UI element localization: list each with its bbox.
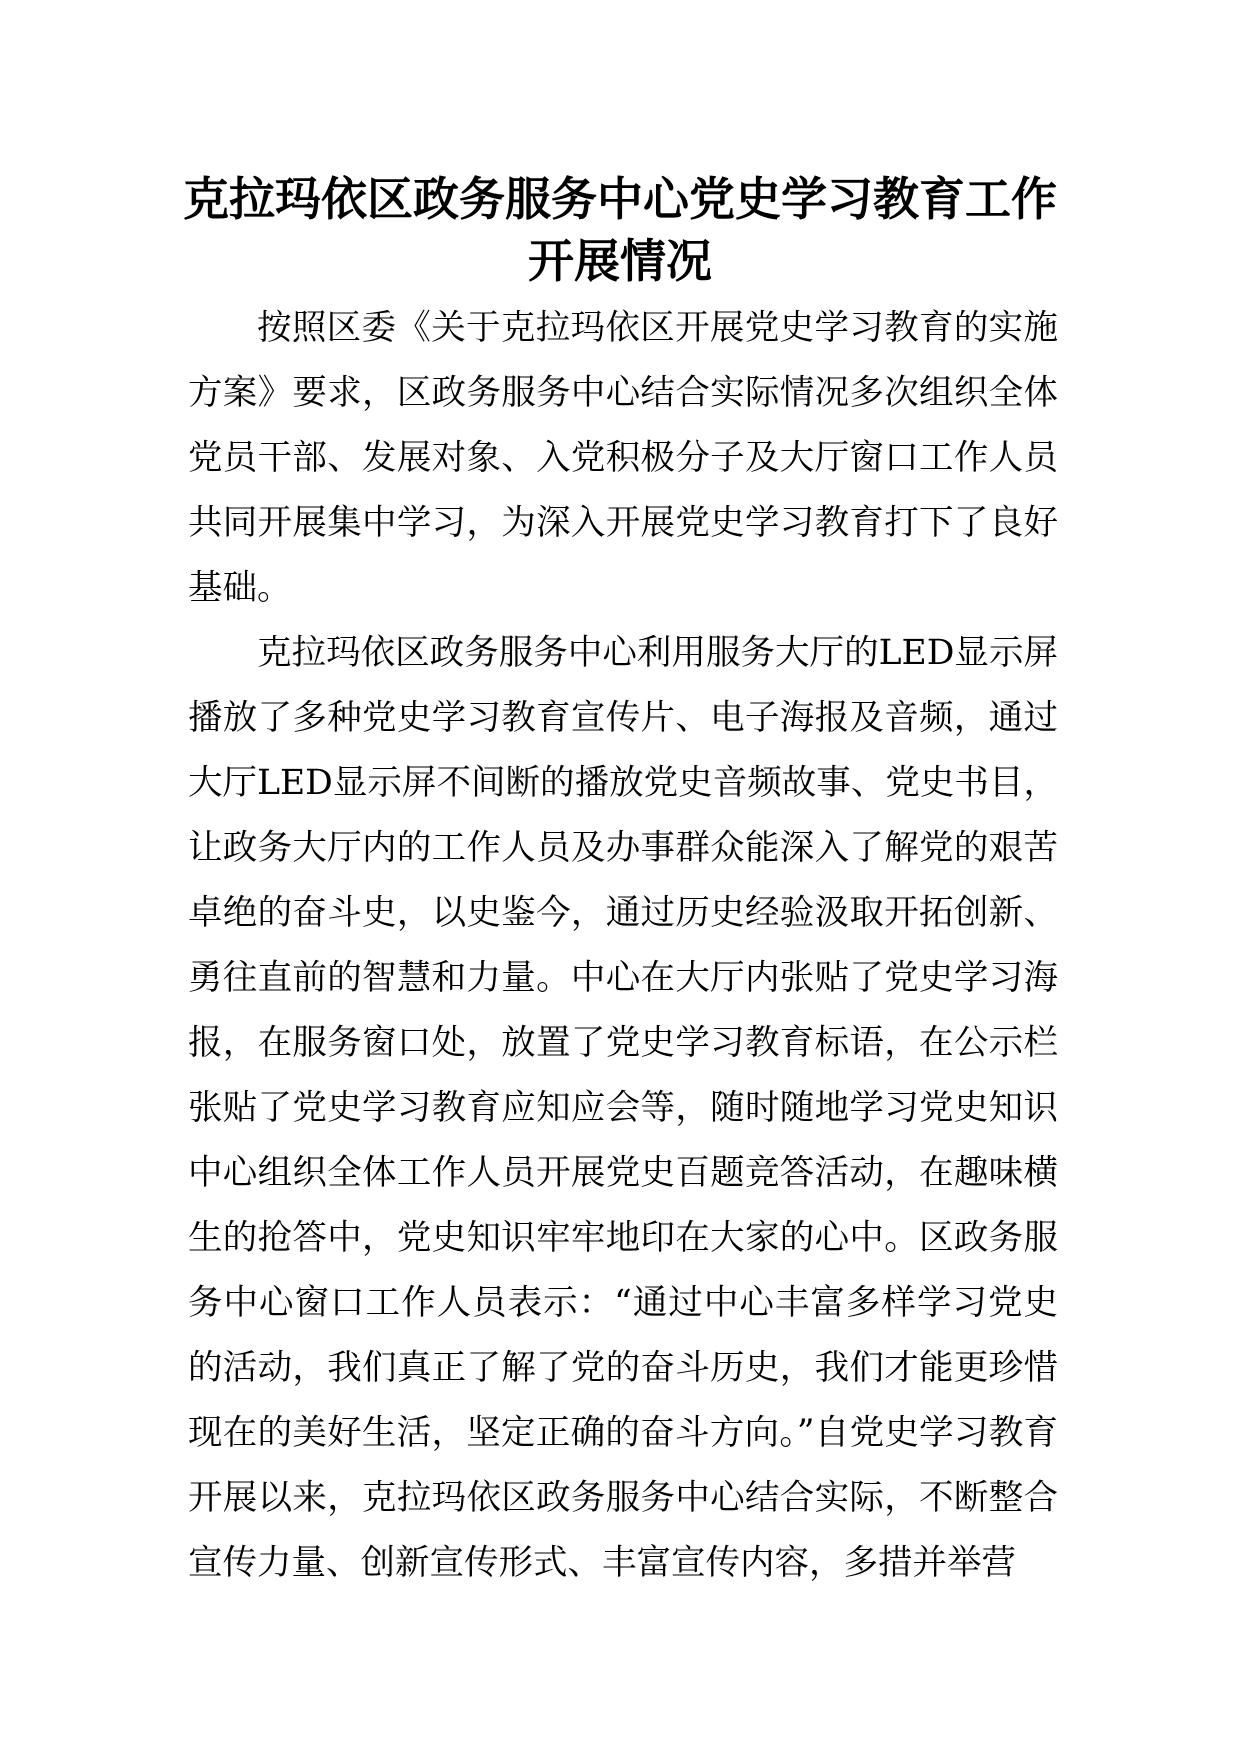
document-body <box>188 296 1058 1596</box>
paragraph-1: 按照区委《关于克拉玛依区开展党史学习教育的实施方案》要求，区政务服务中心结合实际情况多次组织全体党员干部、发展对象、入党积极分子及大厅窗口工作人员共同开展集中学习，为深入开展党史学习教育打下了良好基础。 <box>188 308 1058 608</box>
document-title: 克拉玛依区政务服务中心党史学习教育工作开展情况 <box>183 172 1057 288</box>
paragraph-2: 克拉玛依区政务服务中心利用服务大厅的LED显示屏播放了多种党史学习教育宣传片、电子海报及音频，通过大厅LED显示屏不间断的播放党史音频故事、党史书目，让政务大厅内的工作人员及办事群众能深入了解党的艰苦卓绝的奋斗史，以史鉴今，通过历史经验汲取开拓创新、勇往直前的智慧和力量。中心在大厅内张贴了党史学习海报，在服务窗口处，放置了党史学习教育标语，在公示栏张贴了党史学习教育应知应会等，随时随地学习党史知识中心组织全体工作人员开展党史百题竞答活动，在趣味横生的抢答中，党史知识牢牢地印在大家的心中。区政务服务中心窗口工作人员表示：“通过中心丰富多样学习党史的活动，我们真正了解了党的奋斗历史，我们才能更珍惜现在的美好生活，坚定正确的奋斗方向。”自党史学习教育开展以来，克拉玛依区政务服务中心结合实际，不断整合宣传力量、创新宣传形式、丰富宣传内容，多措并举营 <box>188 633 1058 1583</box>
